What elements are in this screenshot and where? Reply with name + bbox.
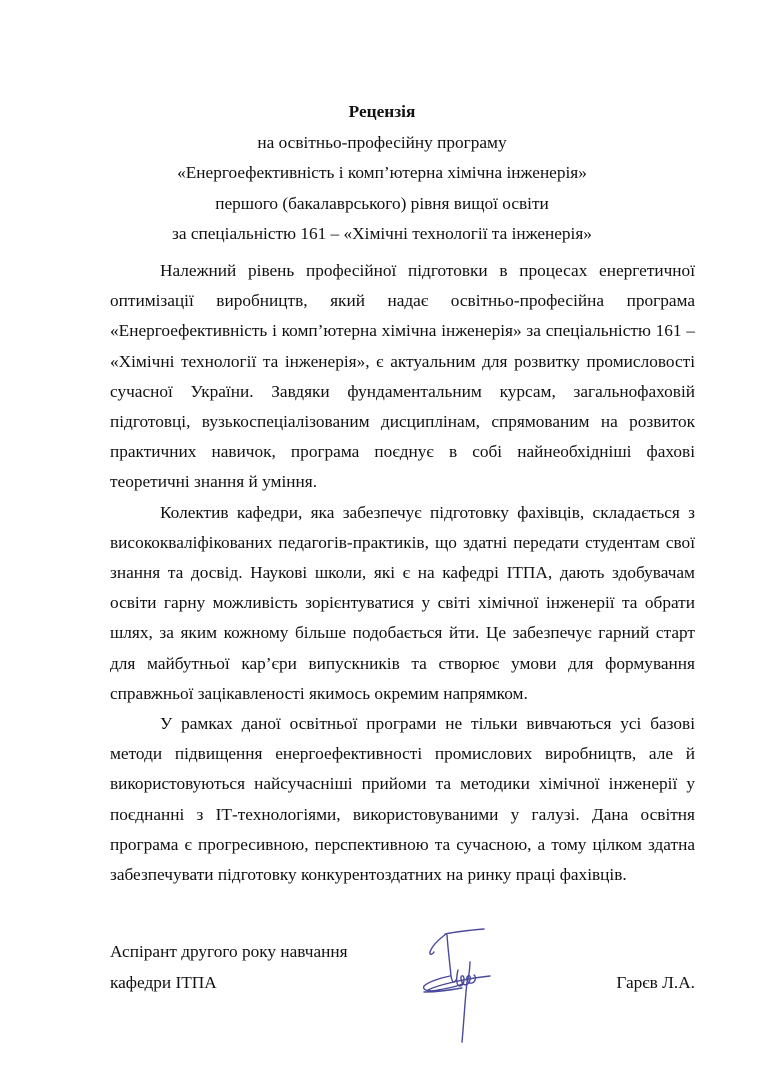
signature-strokes bbox=[424, 929, 490, 1042]
paragraph: Належний рівень професійної підготовки в процесах енергетичної оптимізації виробництв, який надає освітньо-професійна програма «Енергоефективність і комп’ютерна хімічна інженерія» за спеціальністю 161 – «Хімічні технології та інженерія», є актуальним для розвитку промисловості сучасної України. Завдяки фундаментальним курсам, загальнофаховій підготовці, вузькоспеціалізованим дисциплінам, спрямованим на розвиток практичних навичок, програма поєднує в собі найнеобхідніші фахові теоретичні знання й уміння. bbox=[110, 261, 695, 492]
document-body bbox=[110, 256, 695, 890]
paragraph: У рамках даної освітньої програми не тільки вивчаються усі базові методи підвищення енергоефективності промислових виробництв, але й використовуються найсучасніші прийоми та методики хімічної інженерії у поєднанні з ІТ-технологіями, використовуваними у галузі. Дана освітня програма є прогресивною, перспективною та сучасною, а тому цілком здатна забезпечувати підготовку конкурентоздатних на ринку праці фахівців. bbox=[110, 714, 695, 885]
signer-position-line1: Аспірант другого року навчання bbox=[110, 942, 348, 961]
paragraph: Колектив кафедри, яка забезпечує підготовку фахівців, складається з висококваліфікованих педагогів-практиків, що здатні передати студентам свої знання та досвід. Наукові школи, які є на кафедрі ІТПА, дають здобувачам освіти гарну можливість зорієнтуватися у світі хімічної інженерії та обрати шлях, за яким кожному більше подобається йти. Це забезпечує гарний старт для майбутньої кар’єри випускників та створює умови для формування справжньої зацікавленості якимось окремим напрямком. bbox=[110, 502, 695, 703]
document-title: Рецензія bbox=[348, 102, 416, 121]
subtitle-line: на освітньо-професійну програму bbox=[257, 132, 507, 152]
subtitle-line: «Енергоефективність і комп’ютерна хімічна інженерія» bbox=[177, 163, 587, 182]
signer-position-line2: кафедри ІТПА bbox=[110, 972, 217, 992]
subtitle-line: за спеціальністю 161 – «Хімічні технології та інженерія» bbox=[172, 224, 592, 243]
subtitle-line: першого (бакалаврського) рівня вищої освіти bbox=[215, 193, 549, 213]
handwritten-signature bbox=[410, 920, 520, 1050]
document-heading bbox=[0, 97, 764, 250]
signer-name: Гарєв Л.А. bbox=[616, 972, 695, 992]
